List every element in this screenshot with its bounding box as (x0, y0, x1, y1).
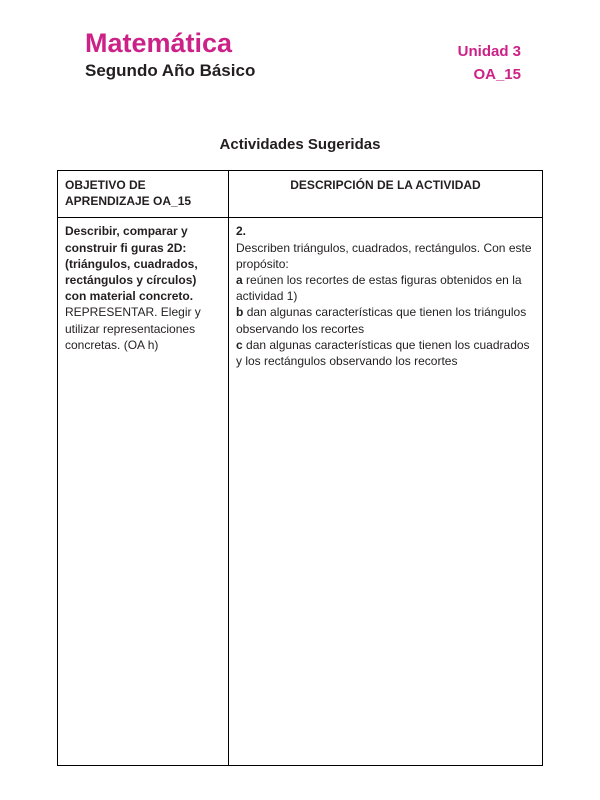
header-brand (85, 28, 255, 81)
column-header-description: DESCRIPCIÓN DE LA ACTIVIDAD (290, 178, 481, 192)
description-cell (229, 218, 542, 765)
item-text-a: reúnen los recortes de estas figuras obtenidos en la actividad 1) (236, 272, 522, 304)
item-letter-c: c (236, 337, 243, 352)
item-letter-b: b (236, 305, 244, 320)
section-title: Actividades Sugeridas (219, 136, 381, 153)
activity-item-b (236, 304, 535, 336)
activity-item-c (236, 337, 535, 369)
unit-label: Unidad 3 (457, 43, 521, 60)
activity-number: 2. (236, 224, 247, 239)
objective-cell (58, 218, 229, 765)
activity-item-a (236, 272, 535, 304)
subject-title: Matemática (85, 28, 233, 58)
item-letter-a: a (236, 272, 243, 287)
activities-table (57, 170, 543, 766)
oa-label: OA_15 (473, 66, 521, 84)
table-body-row (58, 218, 542, 765)
unit-block (458, 40, 521, 87)
table-header-row (58, 171, 542, 218)
grade-subtitle: Segundo Año Básico (85, 61, 256, 81)
represent-text: REPRESENTAR. Elegir y utilizar representaciones concretas. (OA h) (65, 305, 201, 352)
item-text-c: dan algunas características que tienen los cuadrados y los rectángulos observando los recortes (236, 337, 530, 368)
column-header-objective: OBJETIVO DE APRENDIZAJE OA_15 (58, 171, 229, 217)
activity-intro: Describen triángulos, cuadrados, rectángulos. Con este propósito: (236, 240, 532, 271)
objective-text: Describir, comparar y construir fi guras 2D: (triángulos, cuadrados, rectángulos y círculos) con material concreto. (65, 224, 198, 304)
item-text-b: dan algunas características que tienen los triángulos observando los recortes (236, 305, 527, 336)
